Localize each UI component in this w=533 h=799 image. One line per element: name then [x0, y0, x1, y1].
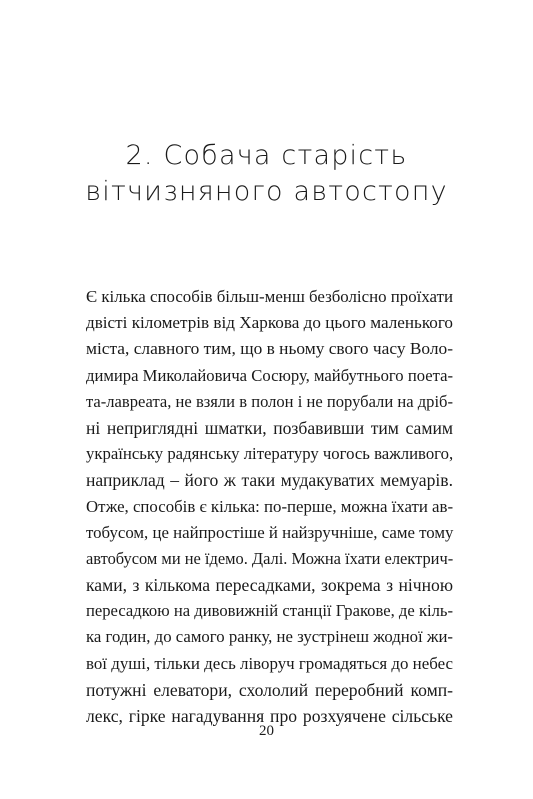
body-text — [86, 284, 453, 729]
text-line: та-лавреата, не взяли в полон і не порубали на дріб- — [86, 391, 453, 411]
text-line: ка годин, до самого ранку, не зустрінеш жодної жи- — [86, 627, 453, 647]
text-line: ками, з кількома пересадками, зокрема з нічною — [86, 575, 453, 596]
text-line: міста, славного тим, що в ньому свого часу Воло- — [86, 339, 453, 359]
page-number: 20 — [259, 723, 274, 739]
text-line: потужні елеватори, схололий переробний комп- — [86, 679, 453, 700]
text-line: українську радянську літературу чогось важливого, — [86, 444, 454, 464]
text-line: двісті кілометрів від Харкова до цього маленького — [86, 313, 453, 333]
text-line: лекс, гірке нагадування про розхуячене сільське — [86, 706, 453, 726]
text-line: вої душі, тільки десь ліворуч громадяться до небес — [86, 653, 453, 673]
text-line: автобусом ми не їдемо. Далі. Можна їхати електрич- — [86, 548, 454, 568]
text-line: наприклад – його ж таки мудакуватих мемуарів. — [86, 470, 453, 491]
chapter-title-line-1: 2. Собача старість — [125, 140, 408, 171]
text-line: тобусом, це найпростіше й найзручніше, саме тому — [86, 522, 454, 542]
text-line: Є кілька способів більш-менш безболісно проїхати — [86, 287, 453, 306]
chapter-title — [60, 138, 473, 210]
text-line: димира Миколайовича Сосюру, майбутнього поета- — [86, 365, 453, 385]
text-line: Отже, способів є кілька: по-перше, можна їхати ав- — [86, 496, 454, 516]
text-line: ні неприглядні шматки, позбавивши тим самим — [86, 417, 453, 438]
chapter-title-line-2: вітчизняного автостопу — [85, 176, 448, 207]
text-line: пересадкою на дивовижній станції Гракове, де кіль- — [86, 601, 453, 621]
